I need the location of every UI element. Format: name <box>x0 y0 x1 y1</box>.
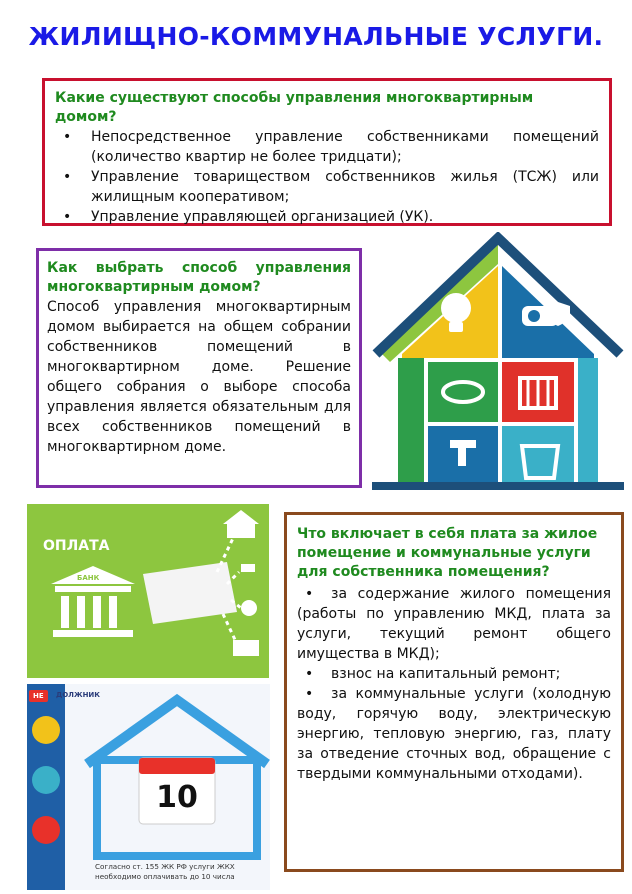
due-day: 10 <box>156 780 198 815</box>
choose-method-text: Способ управления многоквартирным домом выбирается на общем собрании собственников помещений в многоквартирном доме. Решение общего собрания о выборе способа управления является обязательным для всех собственников помещений в многоквартирном доме. <box>47 299 351 455</box>
bank-icon <box>27 504 269 678</box>
list-item: • Управление управляющей организацией (УК). <box>63 209 434 225</box>
utilities-house-illustration <box>372 232 624 490</box>
choose-method-box <box>36 248 362 488</box>
payment-label: ОПЛАТА <box>43 538 110 554</box>
management-methods-question: Какие существуют способы управления многоквартирным домом? <box>55 90 534 125</box>
page-title: ЖИЛИЩНО-КОММУНАЛЬНЫЕ УСЛУГИ. <box>28 22 604 51</box>
choose-method-question: Как выбрать способ управления многоквартирным домом? <box>47 260 351 295</box>
debtor-caption: Согласно ст. 155 ЖК РФ услуги ЖКХ необходимо оплачивать до 10 числа <box>95 862 235 881</box>
list-item: • взнос на капитальный ремонт; <box>305 666 561 682</box>
payment-composition-box <box>284 512 624 872</box>
management-methods-box <box>42 78 612 226</box>
not-badge: НЕ <box>29 690 48 702</box>
debtor-badge: ДОЛЖНИК <box>56 691 101 699</box>
list-item: • за содержание жилого помещения (работы по управлению МКД, плата за услуги, текущий ремонт общего имущества в МКД); <box>297 586 611 662</box>
list-item: • Непосредственное управление собственниками помещений (количество квартир не более тридцати); <box>63 129 599 165</box>
payment-composition-question: Что включает в себя плата за жилое помещение и коммунальные услуги для собственника помещения? <box>297 526 598 580</box>
house-icon <box>372 232 624 490</box>
bank-label: БАНК <box>77 574 100 582</box>
not-debtor-illustration <box>27 684 270 890</box>
list-item: • Управление товариществом собственников жилья (ТСЖ) или жилищным кооперативом; <box>63 169 599 205</box>
payment-illustration <box>27 504 269 678</box>
list-item: • за коммунальные услуги (холодную воду, горячую воду, электрическую энергию, тепловую энергию, газ, плату за отведение сточных вод, обращение с твердыми коммунальными отходами). <box>297 686 611 782</box>
